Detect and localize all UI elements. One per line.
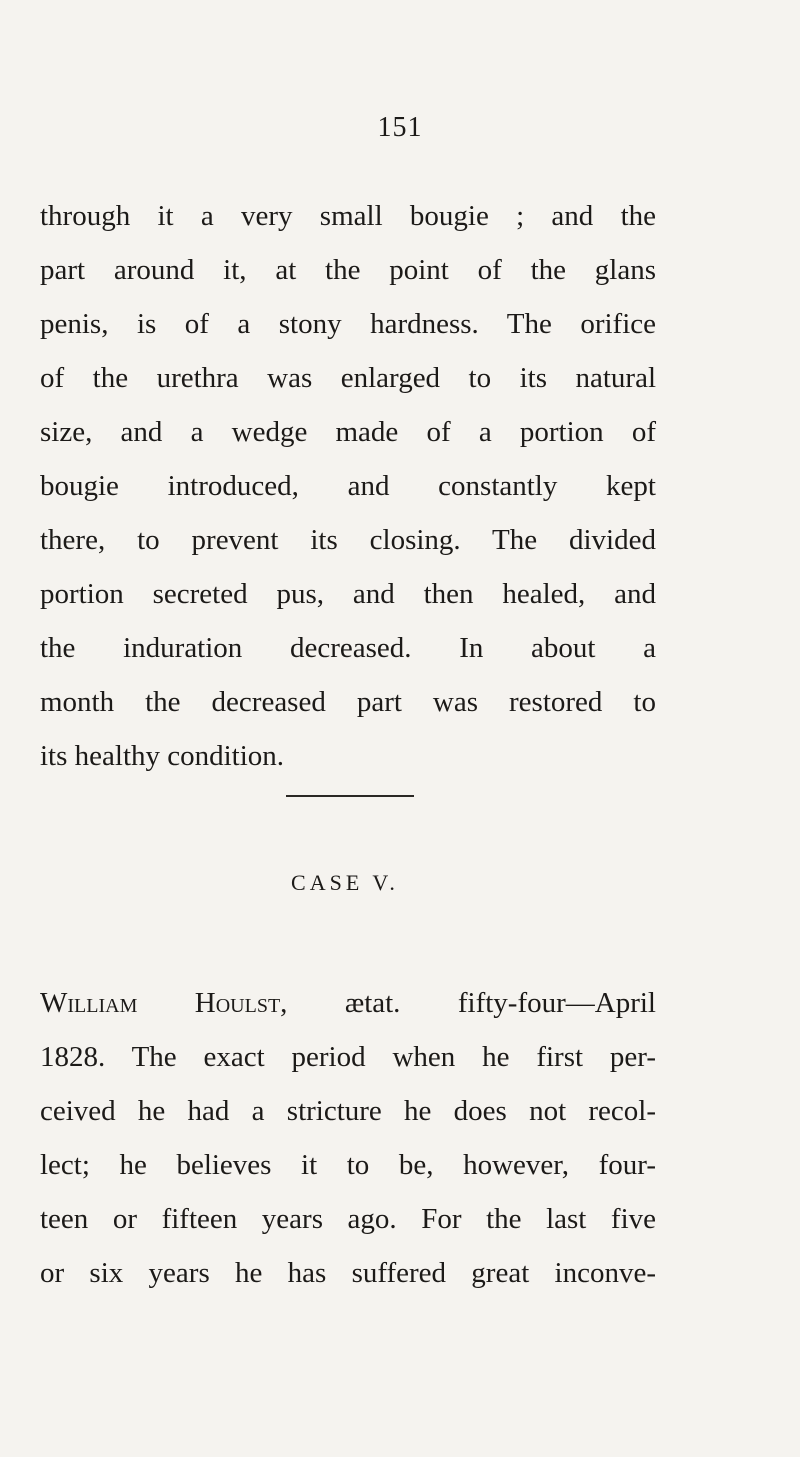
patient-name: William Houlst, — [40, 987, 288, 1019]
text-line: teen or fifteen years ago. For the last five — [40, 1203, 656, 1235]
text-line: size, and a wedge made of a portion of — [40, 416, 656, 448]
paragraph-case-iv-conclusion — [40, 189, 656, 783]
page-number: 151 — [377, 112, 423, 143]
text-line: bougie introduced, and constantly kept — [40, 470, 656, 502]
text-line: month the decreased part was restored to — [40, 686, 656, 718]
text-line: or six years he has suffered great inconve- — [40, 1257, 656, 1289]
text-line: part around it, at the point of the glans — [40, 254, 656, 286]
text-line: there, to prevent its closing. The divided — [40, 524, 656, 556]
text-line: portion secreted pus, and then healed, and — [40, 578, 656, 610]
text-line: lect; he believes it to be, however, four- — [40, 1149, 656, 1181]
case-heading: CASE V. — [291, 870, 399, 895]
text-line: the induration decreased. In about a — [40, 632, 656, 664]
paragraph-case-v — [40, 976, 656, 1300]
section-divider-rule — [286, 795, 414, 797]
text-line: its healthy condition. — [40, 740, 285, 772]
text-line: through it a very small bougie ; and the — [40, 200, 656, 232]
text-line-first — [40, 976, 656, 1030]
text-line-rest: ætat. fifty-four—April — [287, 987, 656, 1019]
text-line: penis, is of a stony hardness. The orifice — [40, 308, 656, 340]
text-line: 1828. The exact period when he first per- — [40, 1041, 656, 1073]
text-line: ceived he had a stricture he does not recol- — [40, 1095, 656, 1127]
text-line: of the urethra was enlarged to its natural — [40, 362, 656, 394]
